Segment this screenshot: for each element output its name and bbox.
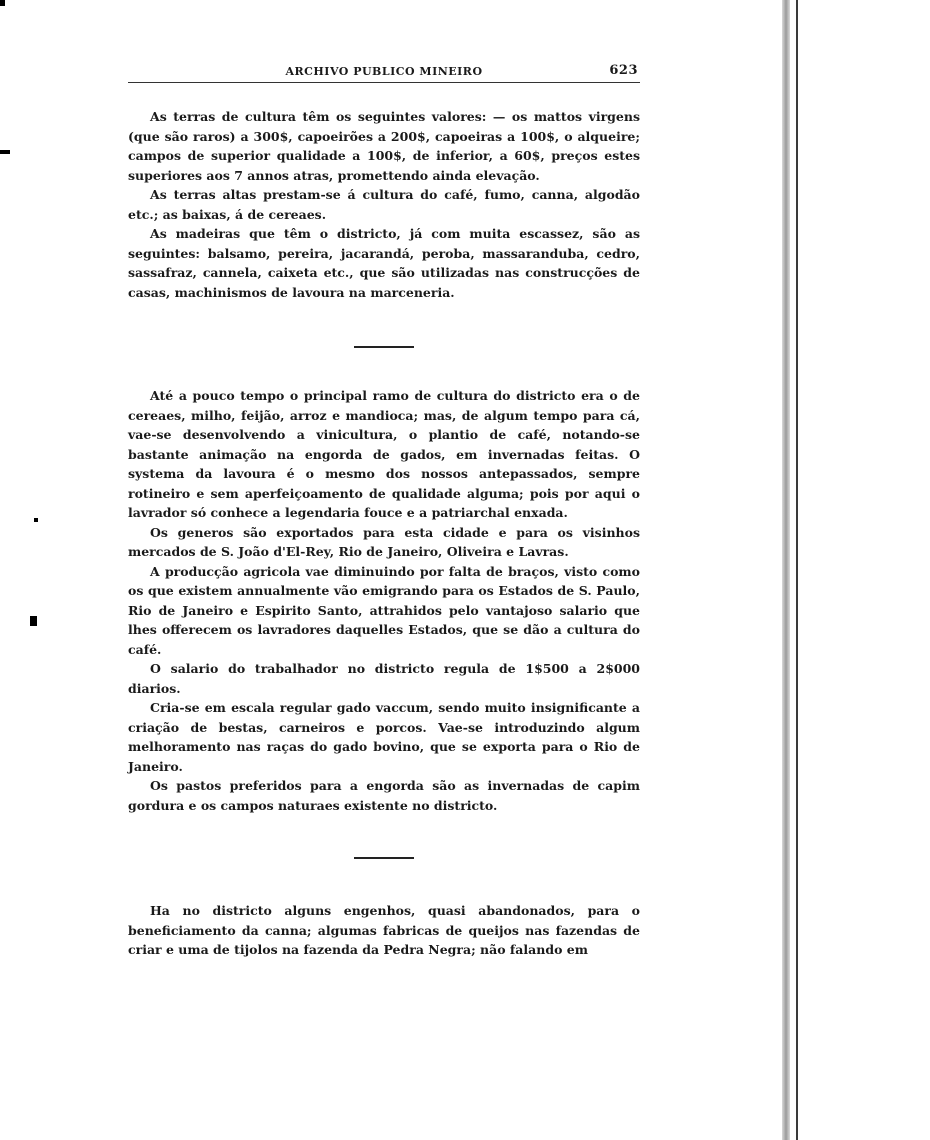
paragraph: As terras altas prestam-se á cultura do café, fumo, canna, algodão etc.; as baixas, á de cereaes. bbox=[128, 187, 640, 222]
header-title: ARCHIVO PUBLICO MINEIRO bbox=[285, 65, 483, 78]
paragraph: As terras de cultura têm os seguintes valores: — os mattos virgens (que são raros) a 300$, capoeirões a 200$, capoeiras a 100$, o alqueire; campos de superior qualidade a 100$, de inferior, a 60$, preços estes superiores aos 7 annos atras, promettendo ainda elevação. bbox=[128, 109, 640, 183]
section-industry bbox=[128, 901, 640, 960]
paragraph: A producção agricola vae diminuindo por falta de braços, visto como os que existem annualmente vão emigrando para os Estados de S. Paulo, Rio de Janeiro e Espirito Santo, attrahidos pelo vantajoso salario que lhes offerecem os lavradores daquelles Estados, que se dão a cultura do café. bbox=[128, 563, 640, 657]
paragraph: Os pastos preferidos para a engorda são as invernadas de capim gordura e os campos naturaes existente no districto. bbox=[128, 778, 640, 813]
page-number: 623 bbox=[609, 63, 638, 78]
paragraph: Ha no districto alguns engenhos, quasi abandonados, para o beneficiamento da canna; algumas fabricas de queijos nas fazendas de criar e uma de tijolos na fazenda da Pedra Negra; não falando em bbox=[128, 903, 640, 957]
paragraph: As madeiras que têm o districto, já com muita escassez, são as seguintes: balsamo, pereira, jacarandá, peroba, massaranduba, cedro, sassafraz, cannela, caixeta etc., que são utilizadas nas construcções de casas, machinismos de lavoura na marceneria. bbox=[128, 226, 640, 300]
page-binding-line bbox=[796, 0, 798, 1140]
scan-speck bbox=[0, 150, 10, 154]
section-land-values bbox=[128, 107, 640, 302]
scan-speck bbox=[30, 616, 37, 626]
paragraph: Os generos são exportados para esta cidade e para os visinhos mercados de S. João d'El-Rey, Rio de Janeiro, Oliveira e Lavras. bbox=[128, 524, 640, 559]
paragraph: Até a pouco tempo o principal ramo de cultura do districto era o de cereaes, milho, feijão, arroz e mandioca; mas, de algum tempo para cá, vae-se desenvolvendo a vinicultura, o plantio de café, notando-se bastante animação na engorda de gados, em invernadas feitas. O systema da lavoura é o mesmo dos nossos antepassados, sempre rotineiro e sem aperfeiçoamento de qualidade alguma; pois por aqui o lavrador só conhece a legendaria fouce e a patriarchal enxada. bbox=[128, 388, 640, 520]
section-agriculture bbox=[128, 386, 640, 815]
paragraph: Cria-se em escala regular gado vaccum, sendo muito insignificante a criação de bestas, carneiros e porcos. Vae-se introduzindo algum melhoramento nas raças do gado bovino, que se exporta para o Rio de Janeiro. bbox=[128, 700, 640, 774]
scan-speck bbox=[0, 0, 5, 6]
document-page bbox=[128, 60, 640, 960]
section-separator bbox=[354, 346, 414, 348]
running-header bbox=[128, 60, 640, 83]
page-binding-shadow bbox=[782, 0, 790, 1140]
scan-speck bbox=[34, 518, 38, 522]
paragraph: O salario do trabalhador no districto regula de 1$500 a 2$000 diarios. bbox=[128, 661, 640, 696]
section-separator bbox=[354, 857, 414, 859]
